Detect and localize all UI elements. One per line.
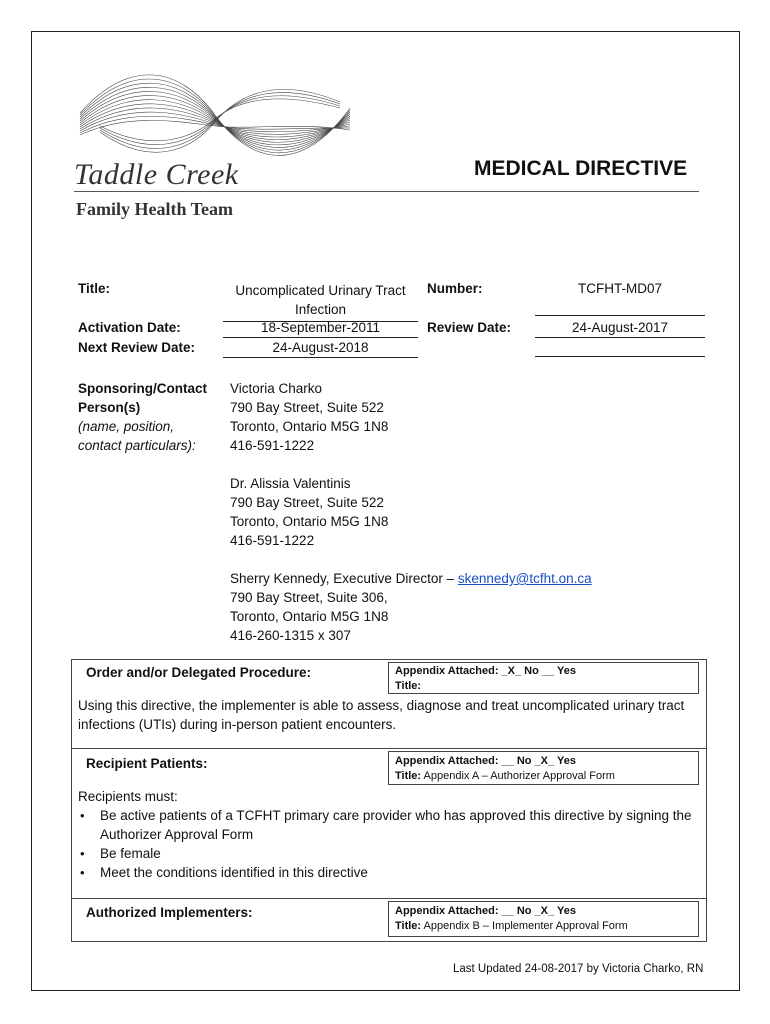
contact-1-name: Victoria Charko	[230, 381, 323, 396]
logo-name: Taddle Creek	[74, 158, 239, 191]
implementers-appendix-marks: __ No _X_ Yes	[498, 905, 576, 917]
order-title-label: Title:	[395, 680, 422, 692]
next-review-date-label: Next Review Date:	[78, 340, 196, 355]
recipients-intro: Recipients must:	[78, 789, 178, 804]
activation-date-label: Activation Date:	[78, 320, 181, 335]
recipients-appendix-box	[388, 751, 699, 785]
order-appendix-box	[388, 662, 699, 694]
recipients-list	[78, 806, 693, 882]
list-item: • Meet the conditions identified in this directive	[100, 863, 693, 882]
recipients-title-label: Title:	[395, 770, 422, 782]
title-label: Title:	[78, 281, 111, 296]
next-review-date-value: 24-August-2018	[223, 340, 418, 358]
title-value: Uncomplicated Urinary Tract Infection	[223, 281, 418, 322]
implementers-title-label: Title:	[395, 920, 422, 932]
sponsor-label	[78, 379, 207, 455]
recipients-heading: Recipient Patients:	[86, 756, 208, 771]
contact-3	[230, 569, 592, 645]
contact-2-city: Toronto, Ontario M5G 1N8	[230, 514, 389, 529]
list-item: • Be female	[100, 844, 693, 863]
review-date-value: 24-August-2017	[535, 320, 705, 338]
sponsor-label-line1: Sponsoring/Contact	[78, 381, 207, 396]
number-value: TCFHT-MD07	[578, 281, 662, 296]
order-appendix-label: Appendix Attached:	[395, 665, 499, 677]
contact-3-name-line	[230, 569, 592, 588]
implementers-title-value: Appendix B – Implementer Approval Form	[421, 920, 628, 932]
implementers-appendix-label: Appendix Attached:	[395, 905, 499, 917]
contact-3-address: 790 Bay Street, Suite 306,	[230, 590, 388, 605]
contact-3-email-link[interactable]: skennedy@tcfht.on.ca	[457, 571, 592, 586]
list-item: • Be active patients of a TCFHT primary care provider who has approved this directive by signing the Authorizer Approval Form	[100, 806, 693, 844]
contact-2-address: 790 Bay Street, Suite 522	[230, 495, 384, 510]
implementers-heading: Authorized Implementers:	[86, 905, 253, 920]
recipients-divider	[71, 748, 707, 749]
recipients-body	[78, 787, 693, 882]
logo-subtitle: Family Health Team	[76, 199, 233, 219]
order-body: Using this directive, the implementer is able to assess, diagnose and treat uncomplicated urinary tract infections (UTIs) during in-person patient encounters.	[78, 698, 685, 732]
order-appendix-marks: _X_ No __ Yes	[498, 665, 576, 677]
review-date-label: Review Date:	[427, 320, 512, 335]
sponsor-label-line4: contact particulars):	[78, 438, 196, 453]
sponsor-label-line2: Person(s)	[78, 400, 141, 415]
implementers-appendix-box	[388, 901, 699, 937]
contact-2-name: Dr. Alissia Valentinis	[230, 476, 351, 491]
document-title: MEDICAL DIRECTIVE	[474, 157, 688, 180]
contact-3-name: Sherry Kennedy, Executive Director –	[230, 571, 458, 586]
activation-date-value: 18-September-2011	[223, 320, 418, 338]
recipients-appendix-marks: __ No _X_ Yes	[498, 755, 576, 767]
header-rule	[74, 191, 699, 192]
number-underline	[535, 315, 705, 316]
recipients-title-value: Appendix A – Authorizer Approval Form	[421, 770, 615, 782]
number-label: Number:	[427, 281, 483, 296]
contact-2-phone: 416-591-1222	[230, 533, 315, 548]
contact-1-address: 790 Bay Street, Suite 522	[230, 400, 384, 415]
next-review-blank-underline	[535, 356, 705, 357]
order-heading: Order and/or Delegated Procedure:	[86, 665, 312, 680]
footer-last-updated: Last Updated 24-08-2017 by Victoria Charko, RN	[453, 963, 704, 975]
sponsor-label-line3: (name, position,	[78, 419, 175, 434]
recipients-appendix-label: Appendix Attached:	[395, 755, 499, 767]
contact-1	[230, 379, 388, 455]
contact-3-phone: 416-260-1315 x 307	[230, 628, 351, 643]
contact-2	[230, 474, 388, 550]
contact-3-city: Toronto, Ontario M5G 1N8	[230, 609, 389, 624]
contact-1-city: Toronto, Ontario M5G 1N8	[230, 419, 389, 434]
logo-wave-graphic	[70, 72, 360, 162]
implementers-divider	[71, 898, 707, 899]
contact-1-phone: 416-591-1222	[230, 438, 315, 453]
